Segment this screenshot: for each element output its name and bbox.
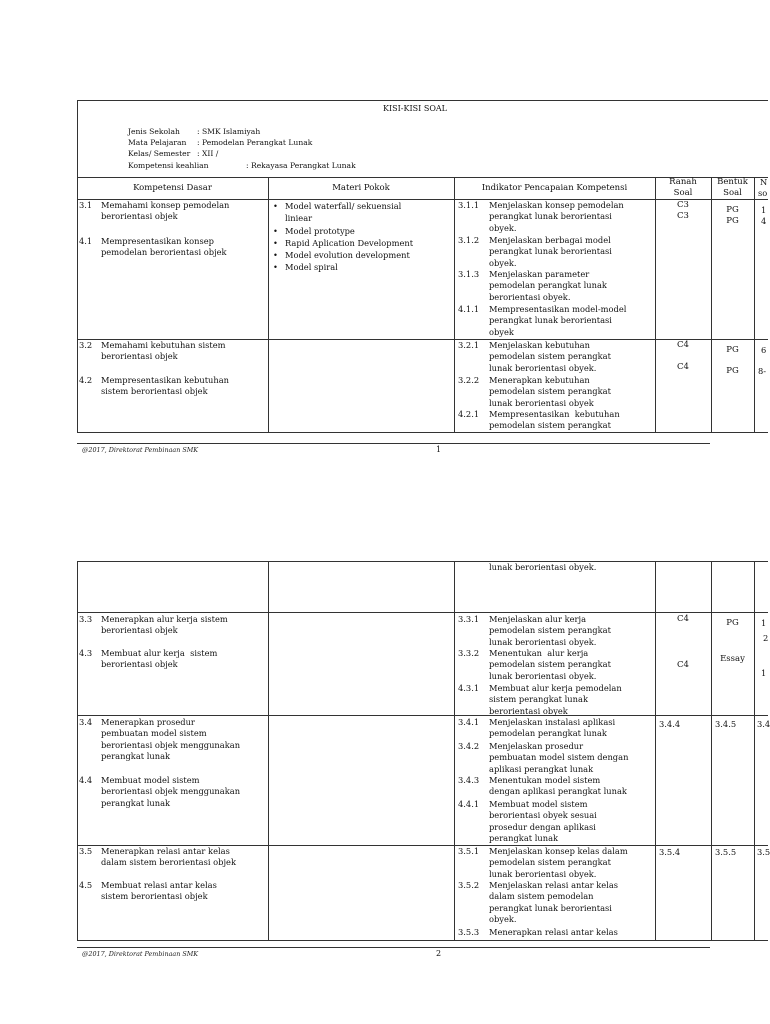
footer-rule: [77, 443, 710, 444]
row-divider: [77, 715, 768, 716]
page-number: 2: [436, 949, 442, 958]
indikator-number: 3.4.2: [458, 741, 480, 751]
materi-item: • Model evolution development: [271, 249, 413, 261]
indikator-text: Menjelaskan parameter pemodelan perangkat lunak berorientasi obyek.: [489, 269, 607, 302]
indikator-text: Menerapkan relasi antar kelas: [489, 927, 618, 937]
col-divider: [454, 561, 455, 941]
indikator-number: 3.3.1: [458, 614, 480, 624]
table-border-top: [77, 561, 768, 562]
indikator-text: Menjelaskan konsep kelas dalam pemodelan sistem perangkat lunak berorientasi obyek.: [489, 846, 628, 879]
kd-text: Membuat relasi antar kelas sistem berorientasi objek: [101, 880, 217, 902]
no-value: 4: [761, 216, 767, 226]
indikator-text: Menjelaskan kebutuhan pemodelan sistem perangkat lunak berorientasi obyek.: [489, 340, 611, 373]
indikator-text: Menjelaskan konsep pemodelan perangkat lunak berorientasi obyek.: [489, 200, 624, 233]
indikator-text: Menentukan alur kerja pemodelan sistem perangkat lunak berorientasi obyek.: [489, 648, 611, 681]
bentuk-value: PG: [726, 205, 739, 215]
indikator-text: Membuat alur kerja pemodelan sistem perangkat lunak berorientasi obyek: [489, 683, 622, 716]
header-kompetensi-dasar: Kompetensi Dasar: [133, 183, 212, 193]
info-label: Kelas/ Semester: [128, 149, 191, 158]
no-value: 6: [761, 345, 767, 355]
indikator-number: 3.3.2: [458, 648, 480, 658]
col-divider: [268, 561, 269, 941]
indikator-number: 3.5.1: [458, 846, 480, 856]
ranah-value: C4: [677, 660, 689, 670]
kd-number: 4.3: [79, 648, 93, 658]
kd-text: Mempresentasikan konsep pemodelan berorientasi objek: [101, 236, 227, 258]
bentuk-value: 3.5.5: [715, 847, 737, 857]
bentuk-value: PG: [726, 366, 739, 376]
table-border-left: [77, 100, 78, 433]
materi-item: • Model waterfall/ sekuensial liniear: [271, 200, 413, 225]
doc-title: KISI-KISI SOAL: [383, 104, 447, 113]
indikator-text: Menjelaskan alur kerja pemodelan sistem perangkat lunak berorientasi obyek.: [489, 614, 611, 647]
materi-item: • Rapid Aplication Development: [271, 237, 413, 249]
indikator-continuation: lunak berorientasi obyek.: [489, 562, 597, 572]
ranah-value: 3.4.4: [659, 719, 681, 729]
indikator-text: Menjelaskan instalasi aplikasi pemodelan perangkat lunak: [489, 717, 616, 739]
table-border-left: [77, 561, 78, 941]
kd-text: Memahami kebutuhan sistem berorientasi objek: [101, 340, 226, 362]
indikator-number: 4.4.1: [458, 799, 480, 809]
kd-text: Mempresentasikan kebutuhan sistem berorientasi objek: [101, 375, 230, 397]
info-block: [128, 126, 428, 176]
kd-number: 4.5: [79, 880, 93, 890]
kd-text: Menerapkan alur kerja sistem berorientasi objek: [101, 614, 228, 636]
footer-rule: [77, 947, 710, 948]
bentuk-value: PG: [726, 216, 739, 226]
kd-number: 3.3: [79, 614, 93, 624]
kd-number: 4.2: [79, 375, 93, 385]
indikator-text: Membuat model sistem berorientasi obyek sesuai prosedur dengan aplikasi perangkat lunak: [489, 799, 597, 844]
indikator-text: Menjelaskan berbagai model perangkat lunak berorientasi obyek.: [489, 235, 612, 268]
indikator-number: 3.5.2: [458, 880, 480, 890]
indikator-text: Mempresentasikan model-model perangkat lunak berorientasi obyek: [489, 304, 627, 337]
kd-number: 3.5: [79, 846, 93, 856]
indikator-number: 3.1.1: [458, 200, 480, 210]
no-value: 8-: [758, 366, 767, 376]
header-ranah-soal: Soal: [673, 188, 693, 198]
header-no-soal: so: [758, 188, 768, 198]
kd-text: Menerapkan prosedur pembuatan model sistem berorientasi objek menggunakan perangkat lunak: [101, 717, 241, 762]
header-bentuk: Bentuk: [717, 177, 748, 187]
header-ranah: Ranah: [669, 177, 697, 187]
no-value: 1: [761, 668, 767, 678]
info-label: Jenis Sekolah: [128, 127, 180, 136]
no-value: 1: [761, 205, 767, 215]
indikator-number: 3.2.2: [458, 375, 480, 385]
kd-number: 3.1: [79, 200, 93, 210]
ranah-value: 3.5.4: [659, 847, 681, 857]
kd-number: 3.2: [79, 340, 93, 350]
kd-text: Menerapkan relasi antar kelas dalam sistem berorientasi objek: [101, 846, 236, 868]
materi-item: • Model spiral: [271, 261, 413, 273]
no-value: 3.5: [757, 847, 770, 857]
kd-number: 3.4: [79, 717, 93, 727]
footer-text: @2017, Direktorat Pembinaan SMK: [82, 950, 199, 958]
indikator-text: Menentukan model sistem dengan aplikasi perangkat lunak: [489, 775, 627, 797]
indikator-number: 3.1.3: [458, 269, 480, 279]
indikator-number: 3.2.1: [458, 340, 480, 350]
materi-list: [271, 200, 413, 274]
col-divider: [454, 177, 455, 433]
materi-item: • Model prototype: [271, 225, 413, 237]
indikator-number: 3.1.2: [458, 235, 480, 245]
col-divider: [268, 177, 269, 433]
footer-text: @2017, Direktorat Pembinaan SMK: [82, 446, 199, 454]
header-no: N: [760, 177, 768, 187]
table-border-bottom: [77, 940, 768, 941]
indikator-number: 3.4.1: [458, 717, 480, 727]
header-indikator: Indikator Pencapaian Kompetensi: [481, 183, 628, 193]
info-value: : Pemodelan Perangkat Lunak: [197, 138, 313, 147]
info-value: : SMK Islamiyah: [197, 127, 261, 136]
header-bentuk-soal: Soal: [723, 188, 742, 198]
indikator-text: Menjelaskan relasi antar kelas dalam sistem pemodelan perangkat lunak berorientasi obyek.: [489, 880, 619, 925]
indikator-text: Mempresentasikan kebutuhan pemodelan sistem perangkat: [489, 409, 620, 431]
ranah-value: C4: [677, 362, 689, 372]
kd-text: Membuat alur kerja sistem berorientasi objek: [101, 648, 218, 670]
header-materi-pokok: Materi Pokok: [332, 183, 390, 193]
bentuk-value: PG: [726, 618, 739, 628]
ranah-value: C3: [677, 211, 689, 221]
indikator-number: 3.5.3: [458, 927, 480, 937]
info-value: : XII /: [197, 149, 219, 158]
row-divider: [77, 612, 768, 613]
bentuk-value: PG: [726, 345, 739, 355]
col-divider: [754, 561, 755, 941]
no-value: 3.4: [757, 719, 770, 729]
kd-number: 4.4: [79, 775, 93, 785]
indikator-number: 4.2.1: [458, 409, 480, 419]
ranah-value: C4: [677, 340, 689, 350]
ranah-value: C4: [677, 614, 689, 624]
indikator-number: 4.1.1: [458, 304, 480, 314]
bentuk-value: 3.4.5: [715, 719, 737, 729]
table-border-bottom: [77, 432, 768, 433]
no-value: 2: [763, 633, 769, 643]
kd-text: Membuat model sistem berorientasi objek menggunakan perangkat lunak: [101, 775, 241, 808]
table-border-top: [77, 100, 768, 101]
indikator-text: Menjelaskan prosedur pembuatan model sistem dengan aplikasi perangkat lunak: [489, 741, 629, 774]
bentuk-value: Essay: [720, 654, 745, 664]
indikator-number: 4.3.1: [458, 683, 480, 693]
info-label: Kompetensi keahlian: [128, 161, 209, 170]
col-divider: [754, 177, 755, 433]
ranah-value: C3: [677, 200, 689, 210]
indikator-text: Menerapkan kebutuhan pemodelan sistem perangkat lunak berorientasi obyek: [489, 375, 611, 408]
info-label: Mata Pelajaran: [128, 138, 187, 147]
info-value: : Rekayasa Perangkat Lunak: [246, 161, 356, 170]
page-number: 1: [436, 445, 442, 454]
kd-number: 4.1: [79, 236, 93, 246]
no-value: 1: [761, 618, 767, 628]
indikator-number: 3.4.3: [458, 775, 480, 785]
kd-text: Memahami konsep pemodelan berorientasi objek: [101, 200, 230, 222]
